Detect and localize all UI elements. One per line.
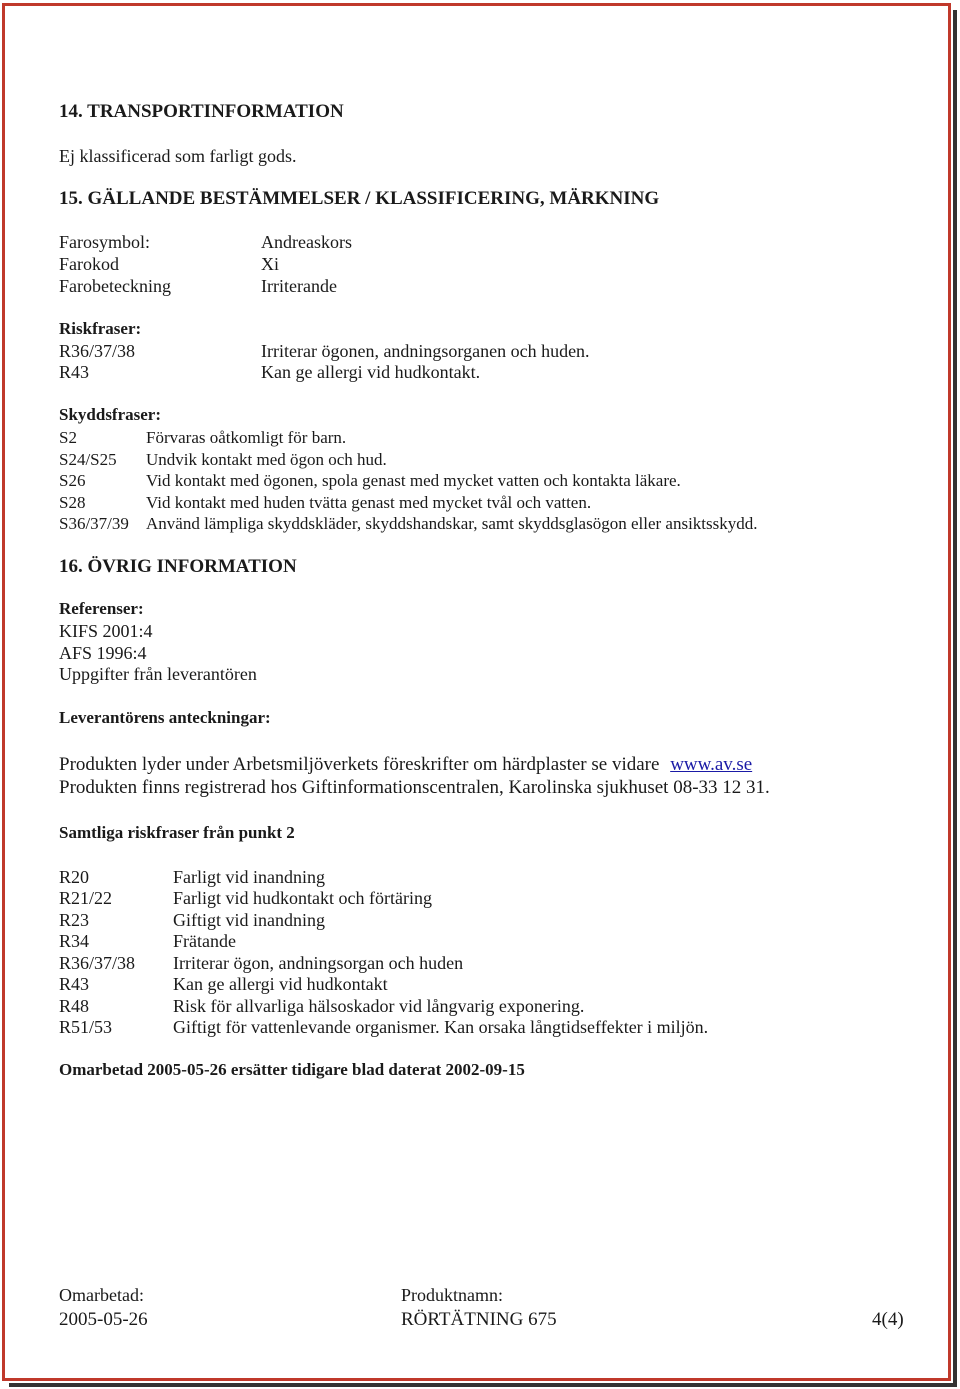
section-14-heading: 14. TRANSPORTINFORMATION bbox=[59, 101, 344, 122]
all-risk-code: R36/37/38 bbox=[59, 953, 136, 973]
footer-page-number: 4(4) bbox=[872, 1309, 904, 1330]
risk-text: Kan ge allergi vid hudkontakt. bbox=[261, 362, 481, 382]
farokod-value: Xi bbox=[261, 254, 279, 274]
all-risk-text: Irriterar ögon, andningsorgan och huden bbox=[173, 953, 464, 973]
revision-note: Omarbetad 2005-05-26 ersätter tidigare blad daterat 2002-09-15 bbox=[59, 1060, 525, 1079]
all-risk-heading: Samtliga riskfraser från punkt 2 bbox=[59, 823, 295, 842]
all-risk-text: Farligt vid inandning bbox=[173, 867, 325, 887]
all-risk-text: Frätande bbox=[173, 931, 236, 951]
all-risk-code: R20 bbox=[59, 867, 90, 887]
safety-code: S26 bbox=[59, 471, 86, 490]
footer-product-label: Produktnamn: bbox=[401, 1285, 503, 1305]
supplier-note-1-text: Produkten lyder under Arbetsmiljöverkets föreskrifter om härdplaster se vidare bbox=[59, 754, 660, 775]
reference-item: KIFS 2001:4 bbox=[59, 621, 153, 641]
safety-text: Undvik kontakt med ögon och hud. bbox=[146, 450, 387, 469]
section-15-heading: 15. GÄLLANDE BESTÄMMELSER / KLASSIFICERING, MÄRKNING bbox=[59, 188, 660, 209]
transport-text: Ej klassificerad som farligt gods. bbox=[59, 146, 297, 166]
farobeteckning-label: Farobeteckning bbox=[59, 276, 171, 296]
footer-revised-label: Omarbetad: bbox=[59, 1285, 144, 1305]
farosymbol-label: Farosymbol: bbox=[59, 232, 151, 252]
all-risk-code: R48 bbox=[59, 996, 90, 1016]
safety-code: S36/37/39 bbox=[59, 514, 129, 533]
safety-text: Vid kontakt med ögonen, spola genast med mycket vatten och kontakta läkare. bbox=[146, 471, 681, 490]
farosymbol-value: Andreaskors bbox=[261, 232, 352, 252]
reference-item: Uppgifter från leverantören bbox=[59, 664, 257, 684]
reference-item: AFS 1996:4 bbox=[59, 643, 147, 663]
section-16-heading: 16. ÖVRIG INFORMATION bbox=[59, 556, 297, 577]
all-risk-code: R51/53 bbox=[59, 1017, 113, 1037]
supplier-note-1 bbox=[59, 754, 752, 776]
notes-heading: Leverantörens anteckningar: bbox=[59, 708, 271, 727]
all-risk-code: R21/22 bbox=[59, 888, 113, 908]
av-se-link[interactable]: www.av.se bbox=[670, 754, 753, 775]
all-risk-text: Giftigt för vattenlevande organismer. Kan orsaka långtidseffekter i miljön. bbox=[173, 1017, 709, 1037]
safety-code: S24/S25 bbox=[59, 450, 117, 469]
supplier-note-2: Produkten finns registrerad hos Giftinformationscentralen, Karolinska sjukhuset 08-33 12 31. bbox=[59, 777, 770, 798]
skyddsfraser-heading: Skyddsfraser: bbox=[59, 405, 162, 424]
safety-text: Använd lämpliga skyddskläder, skyddshandskar, samt skyddsglasögon eller ansiktsskydd. bbox=[146, 514, 758, 533]
all-risk-text: Kan ge allergi vid hudkontakt bbox=[173, 974, 388, 994]
all-risk-code: R34 bbox=[59, 931, 90, 951]
referenser-heading: Referenser: bbox=[59, 599, 144, 618]
all-risk-text: Giftigt vid inandning bbox=[173, 910, 325, 930]
risk-code: R43 bbox=[59, 362, 90, 382]
footer-revised-date: 2005-05-26 bbox=[59, 1309, 148, 1330]
footer-product-name: RÖRTÄTNING 675 bbox=[401, 1309, 557, 1330]
all-risk-code: R43 bbox=[59, 974, 90, 994]
risk-text: Irriterar ögonen, andningsorganen och huden. bbox=[261, 341, 590, 361]
all-risk-text: Farligt vid hudkontakt och förtäring bbox=[173, 888, 432, 908]
all-risk-code: R23 bbox=[59, 910, 90, 930]
all-risk-text: Risk för allvarliga hälsoskador vid långvarig exponering. bbox=[173, 996, 585, 1016]
farobeteckning-value: Irriterande bbox=[261, 276, 337, 296]
safety-code: S28 bbox=[59, 493, 86, 512]
farokod-label: Farokod bbox=[59, 254, 119, 274]
risk-code: R36/37/38 bbox=[59, 341, 136, 361]
safety-code: S2 bbox=[59, 428, 77, 447]
safety-text: Vid kontakt med huden tvätta genast med mycket tvål och vatten. bbox=[146, 493, 592, 512]
riskfraser-heading: Riskfraser: bbox=[59, 319, 142, 338]
safety-text: Förvaras oåtkomligt för barn. bbox=[146, 428, 347, 447]
